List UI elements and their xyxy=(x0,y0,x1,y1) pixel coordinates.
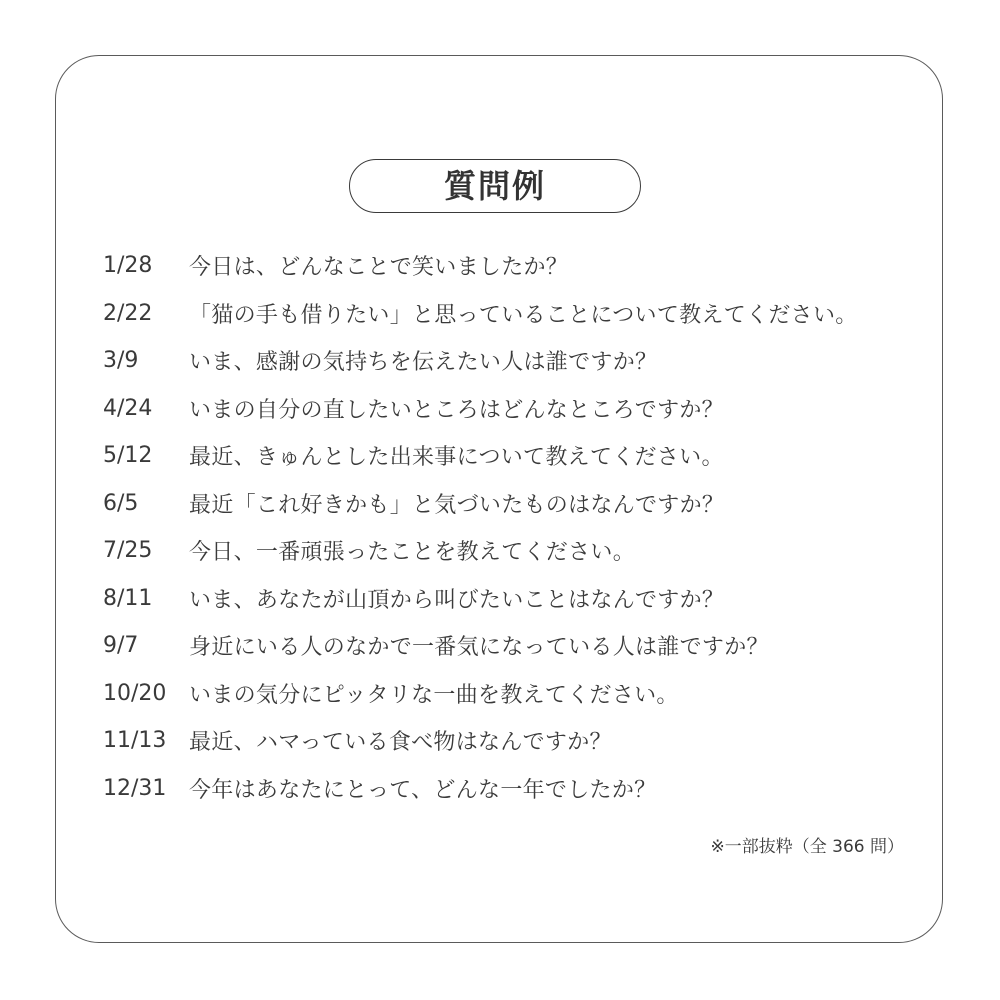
item-date: 12/31 xyxy=(103,775,167,801)
list-item xyxy=(103,242,923,290)
list-item xyxy=(103,290,923,338)
list-item xyxy=(103,480,923,528)
item-date: 2/22 xyxy=(103,300,153,326)
list-item xyxy=(103,765,923,813)
list-item xyxy=(103,575,923,623)
item-date: 6/5 xyxy=(103,490,139,516)
item-date: 9/7 xyxy=(103,633,139,659)
item-date: 3/9 xyxy=(103,348,139,374)
question-list xyxy=(103,242,923,812)
item-date: 10/20 xyxy=(103,680,167,706)
item-question: 最近、ハマっている食べ物はなんですか？ xyxy=(189,730,612,756)
item-question: 今日、一番頑張ったことを教えてください。 xyxy=(189,540,636,566)
item-date: 11/13 xyxy=(103,728,167,754)
question-card xyxy=(55,55,943,943)
item-question: 「猫の手も借りたい」と思っていることについて教えてください。 xyxy=(189,302,858,328)
item-date: 5/12 xyxy=(103,443,153,469)
list-item xyxy=(103,432,923,480)
item-date: 1/28 xyxy=(103,253,153,279)
list-item xyxy=(103,385,923,433)
item-question: いまの自分の直したいところはどんなところですか？ xyxy=(189,397,724,423)
list-item xyxy=(103,670,923,718)
page-title: 質問例 xyxy=(443,167,546,205)
list-item xyxy=(103,527,923,575)
item-date: 8/11 xyxy=(103,585,153,611)
item-question: 身近にいる人のなかで一番気になっている人は誰ですか？ xyxy=(189,635,769,661)
item-question: いま、感謝の気持ちを伝えたい人は誰ですか？ xyxy=(189,350,658,376)
title-pill xyxy=(349,159,641,213)
list-item xyxy=(103,337,923,385)
item-question: 最近、きゅんとした出来事について教えてください。 xyxy=(189,445,724,471)
item-date: 7/25 xyxy=(103,538,153,564)
item-question: いまの気分にピッタリな一曲を教えてください。 xyxy=(189,682,679,708)
list-item xyxy=(103,622,923,670)
item-date: 4/24 xyxy=(103,395,153,421)
item-question: いま、あなたが山頂から叫びたいことはなんですか？ xyxy=(189,587,725,613)
item-question: 今日は、どんなことで笑いましたか？ xyxy=(189,255,569,281)
footnote: ※一部抜粋（全 366 問） xyxy=(710,837,904,857)
item-question: 今年はあなたにとって、どんな一年でしたか？ xyxy=(189,777,657,803)
item-question: 最近「これ好きかも」と気づいたものはなんですか？ xyxy=(189,492,725,518)
list-item xyxy=(103,717,923,765)
